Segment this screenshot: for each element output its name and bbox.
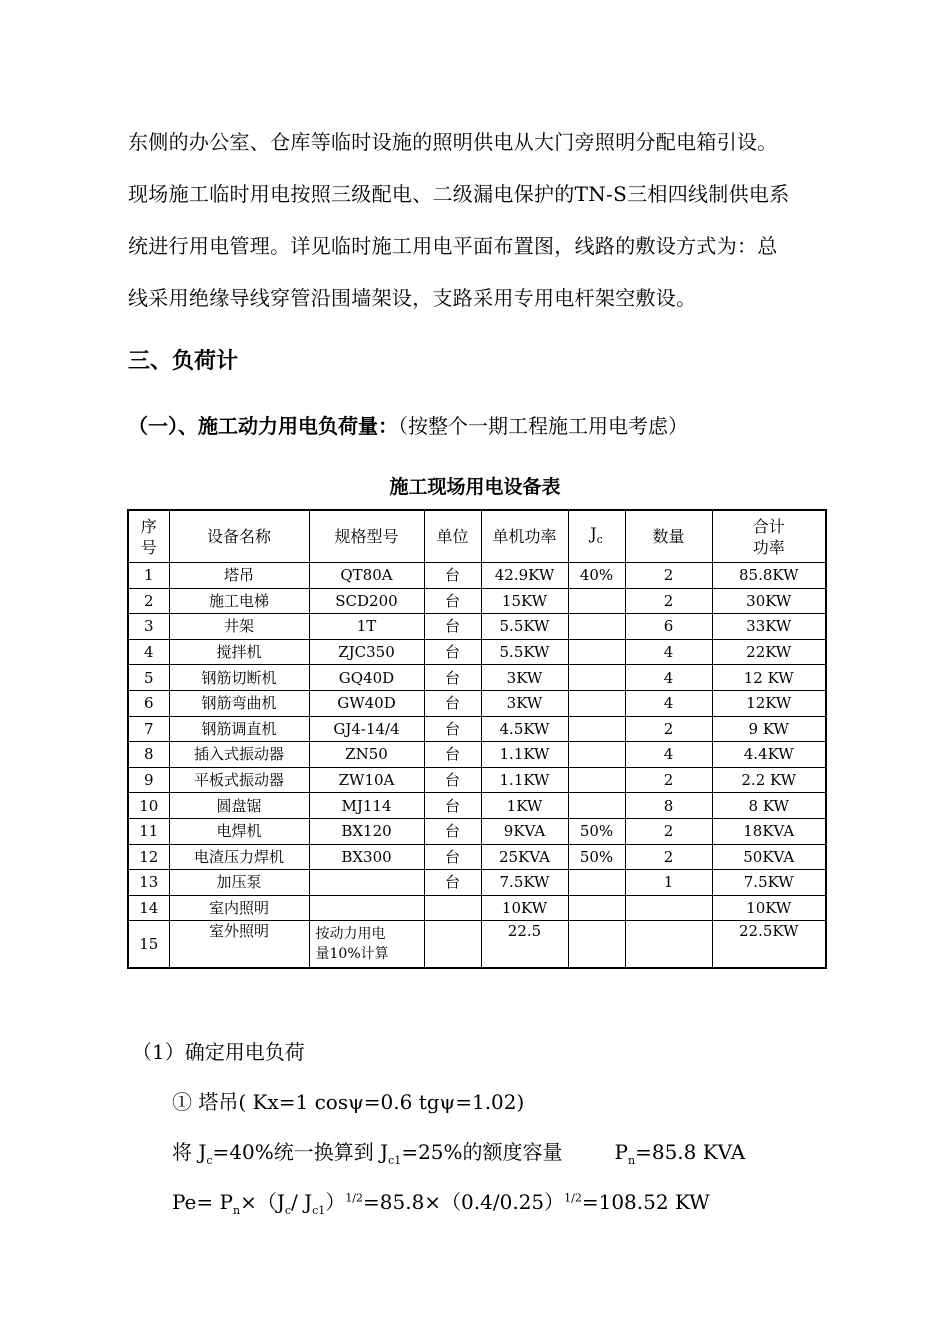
subsection-heading (128, 410, 688, 439)
cell-power: 42.9KW (481, 563, 568, 589)
cell-jc (568, 895, 625, 921)
table-row (128, 870, 826, 896)
cell-no: 4 (128, 639, 169, 665)
cell-unit: 台 (424, 716, 481, 742)
cell-jc (568, 716, 625, 742)
table-row (128, 844, 826, 870)
cell-total: 7.5KW (712, 870, 826, 896)
calc-convert-line: 将 $J_c=40\%$统一换算到 $J_{c1}=25\%$的额度容量 $P_n=85.8$ KVA (172, 1140, 746, 1167)
cell-power: 25KVA (481, 844, 568, 870)
cell-jc (568, 767, 625, 793)
cell-power: 10KW (481, 895, 568, 921)
cell-name: 施工电梯 (169, 588, 309, 614)
table-row (128, 921, 826, 969)
table-row (128, 665, 826, 691)
cell-total: 12KW (712, 690, 826, 716)
cell-unit: 台 (424, 690, 481, 716)
cell-no: 10 (128, 793, 169, 819)
cell-qty: 2 (625, 716, 712, 742)
cell-model: QT80A (309, 563, 424, 589)
table-row (128, 793, 826, 819)
cell-jc (568, 665, 625, 691)
cell-model: ZW10A (309, 767, 424, 793)
cell-qty: 2 (625, 844, 712, 870)
cell-name: 钢筋调直机 (169, 716, 309, 742)
cell-name: 电渣压力焊机 (169, 844, 309, 870)
cell-qty: 4 (625, 639, 712, 665)
cell-model: ZJC350 (309, 639, 424, 665)
cell-total: 18KVA (712, 818, 826, 844)
cell-power: 4.5KW (481, 716, 568, 742)
cell-name: 塔吊 (169, 563, 309, 589)
cell-unit: 台 (424, 793, 481, 819)
cell-total: 22.5KW (712, 921, 826, 969)
cell-model: ZN50 (309, 742, 424, 768)
cell-qty: 1 (625, 870, 712, 896)
cell-total: 10KW (712, 895, 826, 921)
calc-formula-line: $Pe= P_n\times(J_c/$ $J_{c1})^{1/2}=85.8\times(0.4/0.25)^{1/2}=108.52$ KW (172, 1190, 710, 1217)
cell-model: BX300 (309, 844, 424, 870)
subsection-title: （一）、施工动力用电负荷量： (128, 414, 398, 438)
cell-unit: 台 (424, 614, 481, 640)
cell-total: 12 KW (712, 665, 826, 691)
cell-qty: 2 (625, 818, 712, 844)
cell-model: SCD200 (309, 588, 424, 614)
cell-jc (568, 870, 625, 896)
equipment-table (127, 509, 827, 969)
calc-item-crane: ① 塔吊( Kx=1 cosψ=0.6 tgψ=1.02) (172, 1090, 525, 1114)
cell-total: 50KVA (712, 844, 826, 870)
section-title: 三、负荷计 (128, 349, 239, 374)
cell-qty: 2 (625, 563, 712, 589)
cell-unit: 台 (424, 665, 481, 691)
cell-model: 1T (309, 614, 424, 640)
cell-no: 14 (128, 895, 169, 921)
header-power: 单机功率 (481, 510, 568, 563)
header-name: 设备名称 (169, 510, 309, 563)
cell-model: GQ40D (309, 665, 424, 691)
cell-total: 9 KW (712, 716, 826, 742)
cell-jc: 50% (568, 818, 625, 844)
header-total: 合计 功率 (712, 510, 826, 563)
header-unit: 单位 (424, 510, 481, 563)
table-row (128, 767, 826, 793)
cell-qty (625, 921, 712, 969)
cell-model: 按动力用电 量10%计算 (309, 921, 424, 969)
cell-name: 插入式振动器 (169, 742, 309, 768)
cell-no: 13 (128, 870, 169, 896)
cell-power: 5.5KW (481, 639, 568, 665)
cell-name: 平板式振动器 (169, 767, 309, 793)
cell-unit (424, 921, 481, 969)
cell-name: 搅拌机 (169, 639, 309, 665)
cell-total: 33KW (712, 614, 826, 640)
cell-qty (625, 895, 712, 921)
cell-unit: 台 (424, 870, 481, 896)
cell-unit: 台 (424, 767, 481, 793)
cell-qty: 2 (625, 588, 712, 614)
header-index: 序 号 (128, 510, 169, 563)
paragraph-line: 现场施工临时用电按照三级配电、二级漏电保护的TN-S三相四线制供电系 (128, 182, 790, 206)
cell-unit (424, 895, 481, 921)
intro-paragraph (128, 116, 868, 324)
cell-no: 8 (128, 742, 169, 768)
cell-model: MJ114 (309, 793, 424, 819)
paragraph-line: 统进行用电管理。详见临时施工用电平面布置图，线路的敷设方式为：总 (128, 234, 778, 258)
cell-jc: 40% (568, 563, 625, 589)
cell-total: 22KW (712, 639, 826, 665)
table-row (128, 716, 826, 742)
cell-unit: 台 (424, 818, 481, 844)
cell-name: 圆盘锯 (169, 793, 309, 819)
subsection-note: （按整个一期工程施工用电考虑） (398, 414, 688, 438)
cell-jc (568, 614, 625, 640)
cell-name: 室内照明 (169, 895, 309, 921)
table-header-row (128, 510, 826, 563)
cell-power: 1.1KW (481, 767, 568, 793)
header-qty: 数量 (625, 510, 712, 563)
table-row (128, 690, 826, 716)
cell-power: 3KW (481, 665, 568, 691)
cell-qty: 4 (625, 690, 712, 716)
cell-jc (568, 921, 625, 969)
cell-name: 加压泵 (169, 870, 309, 896)
cell-qty: 6 (625, 614, 712, 640)
cell-qty: 2 (625, 767, 712, 793)
cell-total: 4.4KW (712, 742, 826, 768)
table-caption: 施工现场用电设备表 (389, 476, 561, 498)
cell-no: 3 (128, 614, 169, 640)
cell-jc (568, 690, 625, 716)
cell-name: 井架 (169, 614, 309, 640)
cell-total: 8 KW (712, 793, 826, 819)
cell-power: 22.5 (481, 921, 568, 969)
cell-total: 30KW (712, 588, 826, 614)
cell-unit: 台 (424, 639, 481, 665)
cell-jc: 50% (568, 844, 625, 870)
header-model: 规格型号 (309, 510, 424, 563)
cell-jc (568, 588, 625, 614)
cell-name: 钢筋切断机 (169, 665, 309, 691)
cell-power: 1.1KW (481, 742, 568, 768)
cell-power: 7.5KW (481, 870, 568, 896)
table-row (128, 742, 826, 768)
cell-name: 钢筋弯曲机 (169, 690, 309, 716)
cell-power: 9KVA (481, 818, 568, 844)
table-row (128, 818, 826, 844)
cell-model: BX120 (309, 818, 424, 844)
cell-no: 2 (128, 588, 169, 614)
cell-jc (568, 793, 625, 819)
calc-step-title: （1）确定用电负荷 (132, 1040, 305, 1064)
cell-qty: 4 (625, 742, 712, 768)
cell-total: 2.2 KW (712, 767, 826, 793)
cell-name: 室外照明 (169, 921, 309, 969)
cell-no: 1 (128, 563, 169, 589)
table-row (128, 639, 826, 665)
cell-unit: 台 (424, 588, 481, 614)
cell-no: 12 (128, 844, 169, 870)
cell-no: 15 (128, 921, 169, 969)
cell-qty: 4 (625, 665, 712, 691)
cell-model: GW40D (309, 690, 424, 716)
cell-no: 6 (128, 690, 169, 716)
cell-model (309, 895, 424, 921)
paragraph-line: 东侧的办公室、仓库等临时设施的照明供电从大门旁照明分配电箱引设。 (128, 130, 778, 154)
paragraph-line: 线采用绝缘导线穿管沿围墙架设，支路采用专用电杆架空敷设。 (128, 286, 697, 310)
table-row (128, 588, 826, 614)
cell-power: 15KW (481, 588, 568, 614)
cell-power: 3KW (481, 690, 568, 716)
cell-no: 9 (128, 767, 169, 793)
table-row (128, 614, 826, 640)
cell-qty: 8 (625, 793, 712, 819)
cell-unit: 台 (424, 563, 481, 589)
table-row (128, 895, 826, 921)
cell-power: 5.5KW (481, 614, 568, 640)
cell-no: 7 (128, 716, 169, 742)
cell-power: 1KW (481, 793, 568, 819)
cell-no: 11 (128, 818, 169, 844)
cell-jc (568, 742, 625, 768)
table-row (128, 563, 826, 589)
cell-model (309, 870, 424, 896)
cell-model: GJ4-14/4 (309, 716, 424, 742)
cell-no: 5 (128, 665, 169, 691)
cell-name: 电焊机 (169, 818, 309, 844)
header-jc: $J_c$ (568, 510, 625, 563)
cell-jc (568, 639, 625, 665)
cell-unit: 台 (424, 742, 481, 768)
cell-total: 85.8KW (712, 563, 826, 589)
cell-unit: 台 (424, 844, 481, 870)
